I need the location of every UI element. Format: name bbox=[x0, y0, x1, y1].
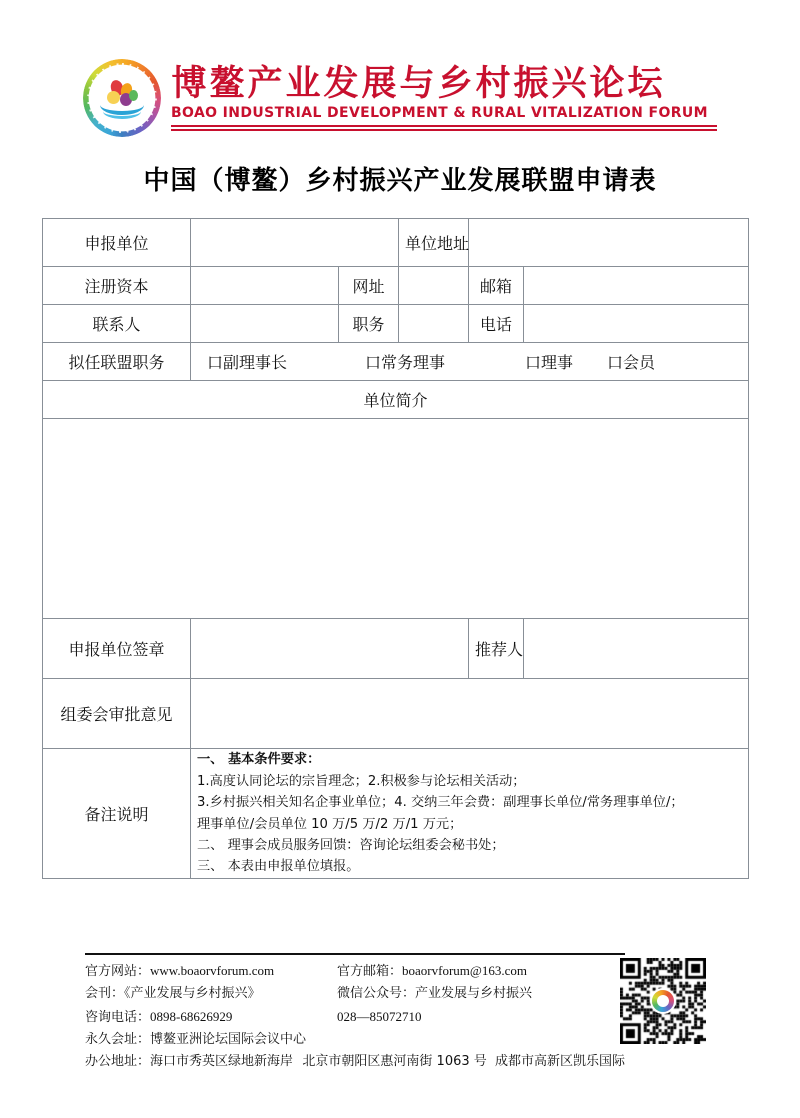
footer-line-website bbox=[85, 960, 625, 983]
footer-email-label: 官方邮箱： bbox=[337, 964, 403, 979]
logo-title-en: BOAO INDUSTRIAL DEVELOPMENT & RURAL VITALIZATION FORUM bbox=[171, 105, 709, 122]
table-row-remarks bbox=[43, 749, 749, 879]
table-row-intro-header bbox=[43, 381, 749, 419]
footer-contact-block bbox=[85, 960, 625, 1074]
application-form-table bbox=[42, 218, 749, 879]
footer-office-gap-2 bbox=[487, 1051, 495, 1073]
footer-journal-value: 《产业发展与乡村振兴》 bbox=[124, 986, 261, 1002]
remark-line-4: 理事单位/会员单位 10 万/5 万/2 万/1 万元； bbox=[197, 816, 463, 832]
footer-offices-label: 办公地址： bbox=[85, 1054, 151, 1070]
footer-website-label: 官方网站： bbox=[85, 964, 151, 979]
footer-office-haikou: 海口市秀英区绿地新海岸 bbox=[150, 1054, 294, 1070]
logo-wordmark bbox=[171, 65, 716, 132]
document-header bbox=[0, 52, 800, 144]
remarks-content bbox=[191, 749, 749, 879]
label-registered-capital: 注册资本 bbox=[43, 267, 191, 305]
checkbox-member[interactable]: 口会员 bbox=[607, 353, 656, 372]
label-remarks: 备注说明 bbox=[43, 749, 191, 879]
logo-title-cn: 博鳌产业发展与乡村振兴论坛 bbox=[171, 63, 666, 104]
input-committee-approval[interactable] bbox=[191, 679, 749, 749]
logo-divider-bottom bbox=[171, 129, 716, 131]
remark-line-5: 二、 理事会成员服务回馈：咨询论坛组委会秘书处； bbox=[197, 837, 505, 853]
page-title: 中国（博鳌）乡村振兴产业发展联盟申请表 bbox=[143, 166, 657, 196]
footer-office-chengdu: 成都市高新区凯乐国际 bbox=[494, 1054, 625, 1070]
table-row-intro-body bbox=[43, 419, 749, 619]
input-email[interactable] bbox=[524, 267, 749, 305]
label-unit-introduction: 单位简介 bbox=[43, 381, 749, 419]
table-row-proposed-role bbox=[43, 343, 749, 381]
checkbox-director[interactable]: 口理事 bbox=[525, 353, 574, 372]
input-applicant-unit[interactable] bbox=[191, 219, 399, 267]
input-recommender[interactable] bbox=[524, 619, 749, 679]
label-website: 网址 bbox=[339, 267, 399, 305]
table-row-approval bbox=[43, 679, 749, 749]
label-applicant-seal: 申报单位签章 bbox=[43, 619, 191, 679]
footer-phone-value-2: 028—85072710 bbox=[337, 1008, 422, 1024]
label-position: 职务 bbox=[339, 305, 399, 343]
footer-line-journal bbox=[85, 983, 625, 1005]
table-row-signature bbox=[43, 619, 749, 679]
input-phone[interactable] bbox=[524, 305, 749, 343]
checkbox-executive-director[interactable]: 口常务理事 bbox=[365, 353, 446, 372]
footer-wechat-label: 微信公众号： bbox=[337, 986, 416, 1002]
label-proposed-role: 拟任联盟职务 bbox=[43, 343, 191, 381]
table-row-capital bbox=[43, 267, 749, 305]
remark-line-6: 三、 本表由申报单位填报。 bbox=[197, 859, 360, 875]
footer-website bbox=[85, 960, 337, 983]
footer-wechat bbox=[337, 983, 625, 1005]
checkbox-vice-chairman[interactable]: 口副理事长 bbox=[207, 353, 288, 372]
footer-line-phone bbox=[85, 1006, 625, 1029]
footer-phone-value: 0898-68626929 bbox=[150, 1008, 233, 1024]
footer-phone bbox=[85, 1006, 337, 1029]
logo-divider bbox=[171, 125, 716, 131]
qr-center-logo-icon bbox=[652, 990, 674, 1012]
remark-line-3: 3.乡村振兴相关知名企事业单位；4. 交纳三年会费：副理事长单位/常务理事单位/； bbox=[197, 795, 684, 811]
footer-wechat-value: 产业发展与乡村振兴 bbox=[415, 986, 533, 1002]
label-committee-approval: 组委会审批意见 bbox=[43, 679, 191, 749]
logo-divider-top bbox=[171, 125, 716, 127]
remark-line-2: 1.高度认同论坛的宗旨理念；2.积极参与论坛相关活动； bbox=[197, 773, 526, 789]
label-phone: 电话 bbox=[469, 305, 524, 343]
footer-line-venue bbox=[85, 1029, 625, 1051]
input-position[interactable] bbox=[399, 305, 469, 343]
input-website[interactable] bbox=[399, 267, 469, 305]
footer-journal bbox=[85, 983, 337, 1005]
footer-office-beijing: 北京市朝阳区惠河南街 1063 号 bbox=[302, 1054, 487, 1070]
proposed-role-options bbox=[191, 343, 749, 381]
remark-line-1: 一、 基本条件要求： bbox=[197, 752, 321, 768]
input-applicant-seal[interactable] bbox=[191, 619, 469, 679]
logo-wave-inner bbox=[103, 104, 141, 119]
label-contact-person: 联系人 bbox=[43, 305, 191, 343]
forum-logo-icon bbox=[83, 59, 161, 137]
label-unit-address: 单位地址 bbox=[399, 219, 469, 267]
label-email: 邮箱 bbox=[469, 267, 524, 305]
footer-venue-value: 博鳌亚洲论坛国际会议中心 bbox=[150, 1032, 307, 1048]
footer-divider bbox=[85, 953, 625, 955]
footer-office-gap-1 bbox=[293, 1051, 302, 1073]
table-row-applicant bbox=[43, 219, 749, 267]
label-applicant-unit: 申报单位 bbox=[43, 219, 191, 267]
label-recommender: 推荐人 bbox=[469, 619, 524, 679]
input-unit-introduction[interactable] bbox=[43, 419, 749, 619]
input-registered-capital[interactable] bbox=[191, 267, 339, 305]
footer-venue-label: 永久会址： bbox=[85, 1032, 151, 1048]
footer-website-value[interactable]: www.boaorvforum.com bbox=[150, 963, 275, 978]
footer-journal-label: 会刊： bbox=[85, 986, 125, 1002]
footer-email-value[interactable]: boaorvforum@163.com bbox=[402, 963, 527, 978]
footer-line-offices bbox=[85, 1051, 625, 1073]
table-row-contact bbox=[43, 305, 749, 343]
footer-phone-label: 咨询电话： bbox=[85, 1009, 151, 1025]
wechat-qr-code[interactable] bbox=[620, 958, 706, 1044]
input-contact-person[interactable] bbox=[191, 305, 339, 343]
footer-email bbox=[337, 960, 625, 983]
input-unit-address[interactable] bbox=[469, 219, 749, 267]
